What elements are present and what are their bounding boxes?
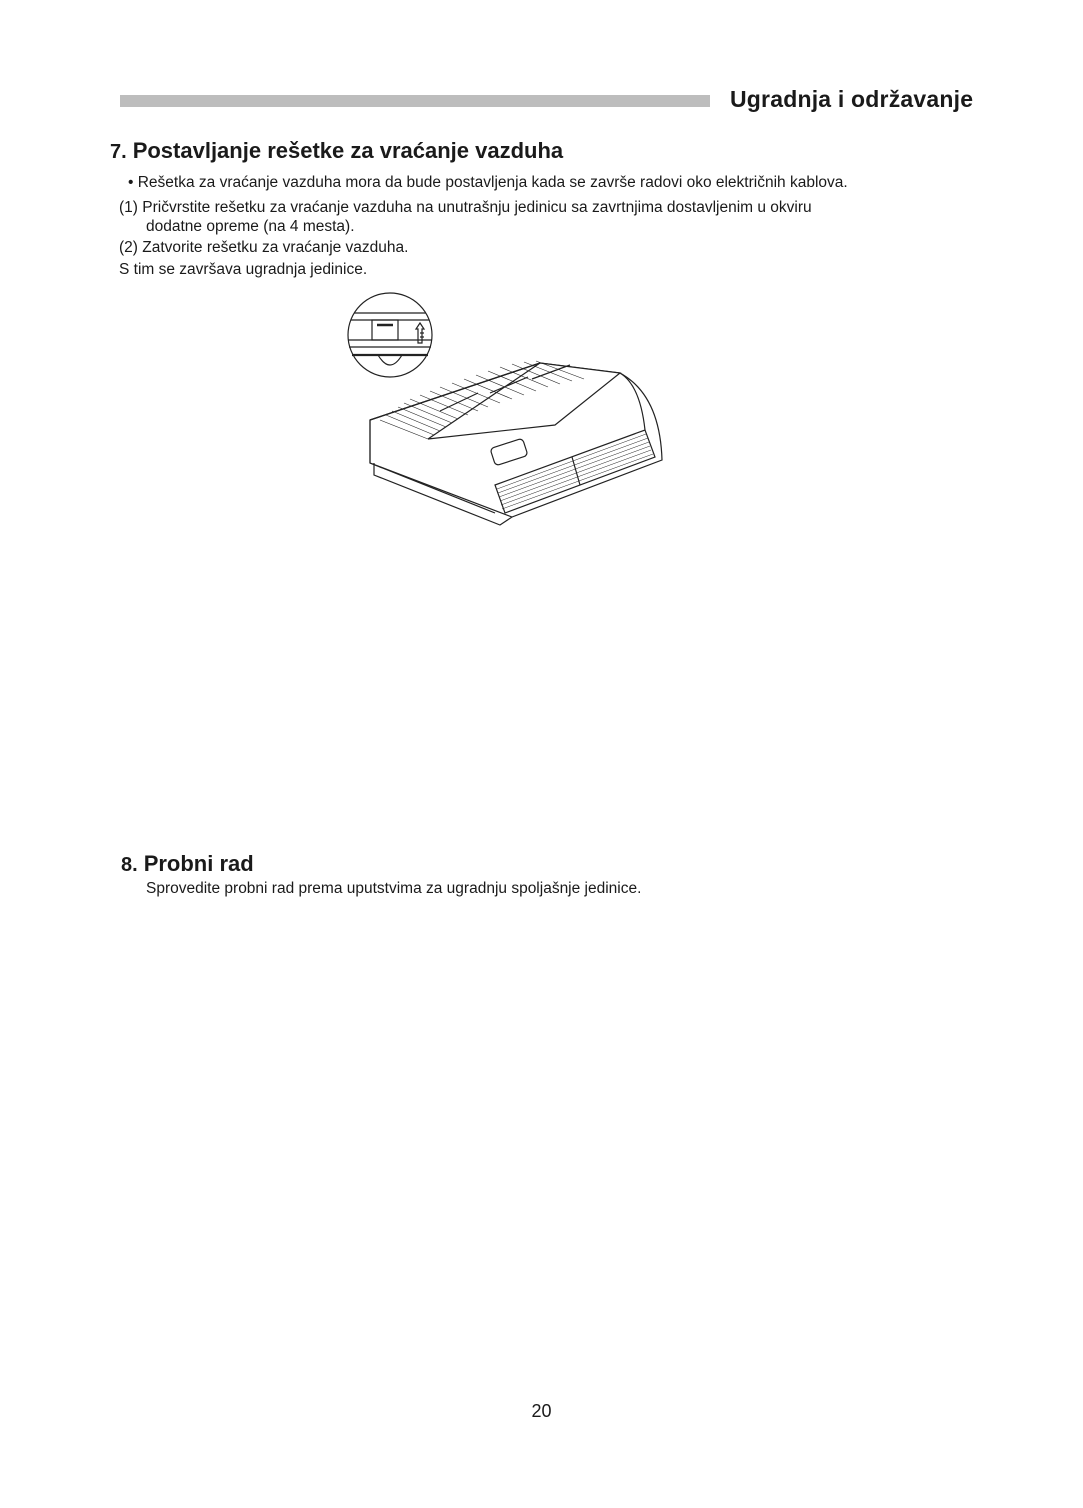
section-8-number: 8. <box>121 854 138 876</box>
section-7-number: 7. <box>110 141 127 163</box>
section-8-title: Probni rad <box>143 851 254 876</box>
section-7-step-2: (2) Zatvorite rešetku za vraćanje vazduha. <box>119 239 409 256</box>
section-8-heading <box>121 851 254 877</box>
section-7-step-1-line-2: dodatne opreme (na 4 mesta). <box>146 218 355 235</box>
indoor-unit-grille-icon <box>340 285 680 535</box>
grille-screw-detail-icon <box>348 293 432 377</box>
section-7-heading <box>110 138 563 164</box>
header-rule <box>120 95 710 107</box>
section-7-title: Postavljanje rešetke za vraćanje vazduha <box>132 138 564 163</box>
page-number: 20 <box>531 1401 552 1421</box>
page-header-title: Ugradnja i održavanje <box>730 86 974 112</box>
section-7-completion: S tim se završava ugradnja jedinice. <box>119 261 368 278</box>
section-7-bullet: • Rešetka za vraćanje vazduha mora da bude postavljenja kada se završe radovi oko električnih kablova. <box>128 174 848 191</box>
section-8-text: Sprovedite probni rad prema uputstvima za ugradnju spoljašnje jedinice. <box>146 880 642 897</box>
section-7-step-1-line-1: (1) Pričvrstite rešetku za vraćanje vazduha na unutrašnju jedinicu sa zavrtnjima dostavljenim u okviru <box>119 199 812 216</box>
